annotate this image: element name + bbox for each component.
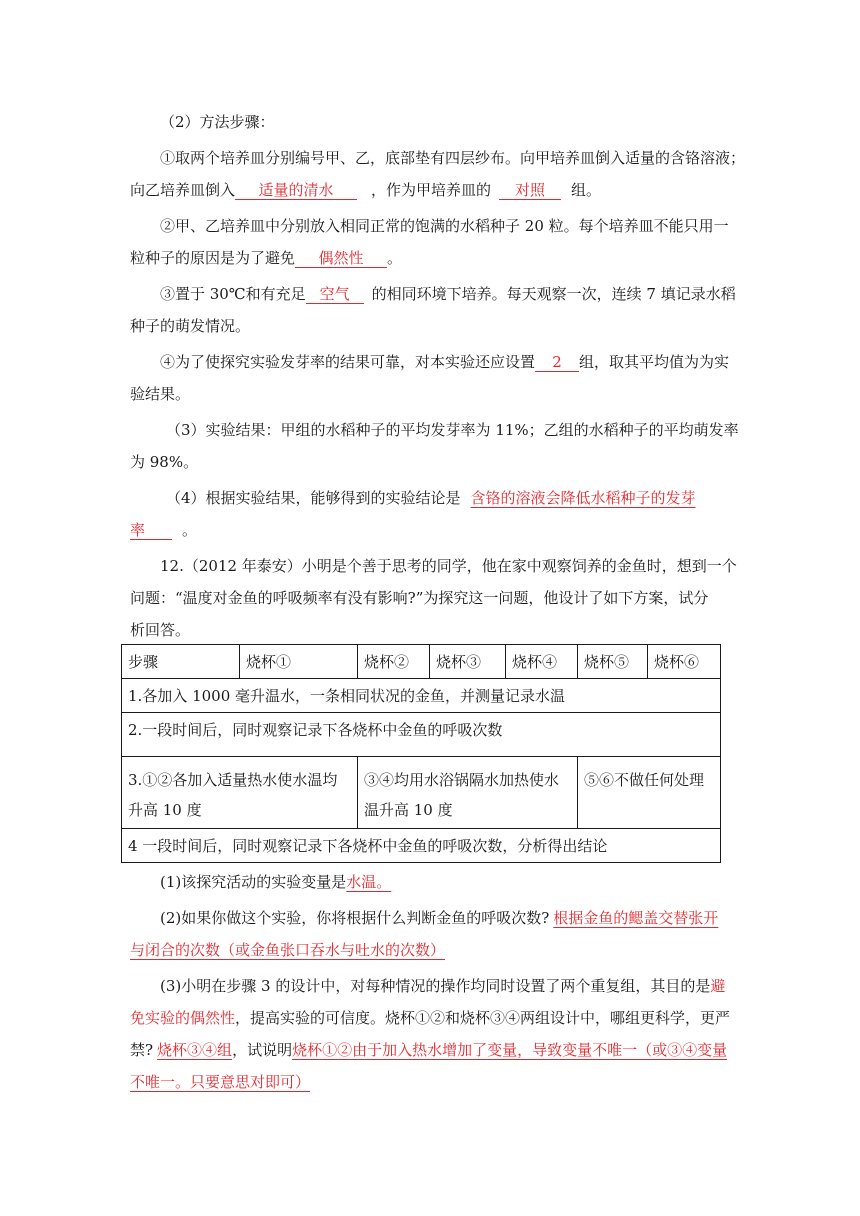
q3-line2 — [130, 1008, 730, 1028]
q2-line1 — [160, 908, 730, 928]
section4-post: 。 — [182, 521, 198, 539]
q3-line1 — [160, 976, 730, 996]
table-header-cell: 烧杯② — [358, 645, 430, 679]
q2-answer-line1: 根据金鱼的鳃盖交替张开 — [553, 909, 719, 927]
q3-mid: ，提高实验的可信度。烧杯①②和烧杯③④两组设计中，哪组更科学，更严 — [235, 1009, 731, 1027]
q3-answer-c2: 不唯一。只要意思对即可） — [130, 1073, 311, 1091]
step1-answer1-blank: 适量的清水 — [235, 181, 357, 200]
q1-answer: 水温。 — [346, 873, 392, 891]
table-header-cell: 烧杯⑤ — [578, 645, 648, 679]
section3-line2: 为 98%。 — [130, 453, 199, 471]
q3-line4 — [130, 1072, 730, 1092]
q3-answer-a2: 免实验的偶然性 — [130, 1009, 236, 1027]
table-row — [122, 679, 721, 713]
step2-line2 — [130, 248, 730, 268]
step1-pre: 向乙培养皿倒入 — [130, 181, 236, 199]
q2-answer-line2: 与闭合的次数（或金鱼张口吞水与吐水的次数） — [130, 941, 446, 959]
step3-answer-blank: 空气 — [306, 285, 364, 304]
q12-line3: 析回答。 — [130, 621, 191, 639]
section4-answer-line1: 含铬的溶液会降低水稻种子的发芽 — [470, 489, 696, 507]
q3-answer-a1: 避 — [710, 977, 726, 995]
table-row — [122, 713, 721, 757]
step3-post: 的相同环境下培养。每天观察一次，连续 7 填记录水稻 — [371, 285, 736, 303]
table-row3-cell1: 3.①②各加入适量热水使水温均升高 10 度 — [122, 757, 358, 829]
step3-line2: 种子的萌发情况。 — [130, 317, 251, 335]
q2-pre: (2)如果你做这个实验，你将根据什么判断金鱼的呼吸次数? — [160, 909, 550, 927]
table-row — [122, 757, 721, 829]
q3-pre: (3)小明在步骤 3 的设计中，对每种情况的操作均同时设置了两个重复组，其目的是 — [160, 977, 711, 995]
step4-answer-blank: 2 — [535, 353, 579, 372]
table-row — [122, 829, 721, 863]
table-header-cell: 烧杯⑥ — [648, 645, 721, 679]
section4-line2 — [130, 520, 730, 540]
table-header-cell: 烧杯① — [240, 645, 358, 679]
step1-line1: ①取两个培养皿分别编号甲、乙，底部垫有四层纱布。向甲培养皿倒入适量的含铬溶液； — [160, 149, 746, 167]
q1-line — [160, 872, 730, 892]
step4-line2: 验结果。 — [130, 385, 191, 403]
q12-line1: 12.（2012 年泰安）小明是个善于思考的同学，他在家中观察饲养的金鱼时，想到一个 — [160, 557, 737, 575]
table-row3-cell3: ⑤⑥不做任何处理 — [578, 757, 721, 829]
section4-answer-line2: 率 — [130, 521, 172, 540]
q3-pre2: 禁? — [130, 1041, 154, 1059]
table-header-cell: 烧杯③ — [430, 645, 506, 679]
step3-pre: ③置于 30℃和有充足 — [160, 285, 306, 303]
step4-line1 — [160, 352, 730, 372]
step1-mid: ，作为甲培养皿的 — [371, 181, 492, 199]
table-header-row — [122, 645, 721, 679]
step1-post: 组。 — [571, 181, 602, 199]
step1-line2 — [130, 180, 730, 200]
table-header-cell: 烧杯④ — [506, 645, 578, 679]
q3-answer-c1: 烧杯①②由于加入热水增加了变量，导致变量不唯一（或③④变量 — [292, 1041, 728, 1059]
step4-post: 组，取其平均值为为实 — [579, 353, 730, 371]
step1-answer2-blank: 对照 — [499, 181, 561, 200]
step4-pre: ④为了使探究实验发芽率的结果可靠，对本实验还应设置 — [160, 353, 536, 371]
step2-post: 。 — [387, 249, 403, 267]
table-row1-cell: 1.各加入 1000 毫升温水，一条相同状况的金鱼，并测量记录水温 — [122, 679, 721, 713]
step2-answer-blank: 偶然性 — [295, 249, 387, 268]
step2-pre: 粒种子的原因是为了避免 — [130, 249, 296, 267]
experiment-table — [121, 644, 721, 863]
step2-line1: ②甲、乙培养皿中分别放入相同正常的饱满的水稻种子 20 粒。每个培养皿不能只用一 — [160, 217, 729, 235]
section3-line1: （3）实验结果：甲组的水稻种子的平均发芽率为 11%；乙组的水稻种子的平均萌发率 — [166, 421, 739, 439]
q3-line3 — [130, 1040, 730, 1060]
section2-title: （2）方法步骤： — [160, 113, 275, 131]
table-row4-cell: 4 一段时间后，同时观察记录下各烧杯中金鱼的呼吸次数，分析得出结论 — [122, 829, 721, 863]
table-row2-cell: 2.一段时间后，同时观察记录下各烧杯中金鱼的呼吸次数 — [122, 713, 721, 757]
q3-answer-b: 烧杯③④组 — [157, 1041, 233, 1059]
section4-line1 — [166, 488, 730, 508]
q3-mid2: ，试说明 — [232, 1041, 293, 1059]
section4-pre: （4）根据实验结果，能够得到的实验结论是 — [166, 489, 461, 507]
step3-line1 — [160, 284, 736, 304]
table-header-cell: 步骤 — [122, 645, 240, 679]
q12-line2: 问题：“温度对金鱼的呼吸频率有没有影响?”为探究这一问题，他设计了如下方案，试分 — [130, 589, 709, 607]
q2-line2 — [130, 940, 730, 960]
q1-pre: (1)该探究活动的实验变量是 — [160, 873, 347, 891]
table-row3-cell2: ③④均用水浴锅隔水加热使水温升高 10 度 — [358, 757, 578, 829]
